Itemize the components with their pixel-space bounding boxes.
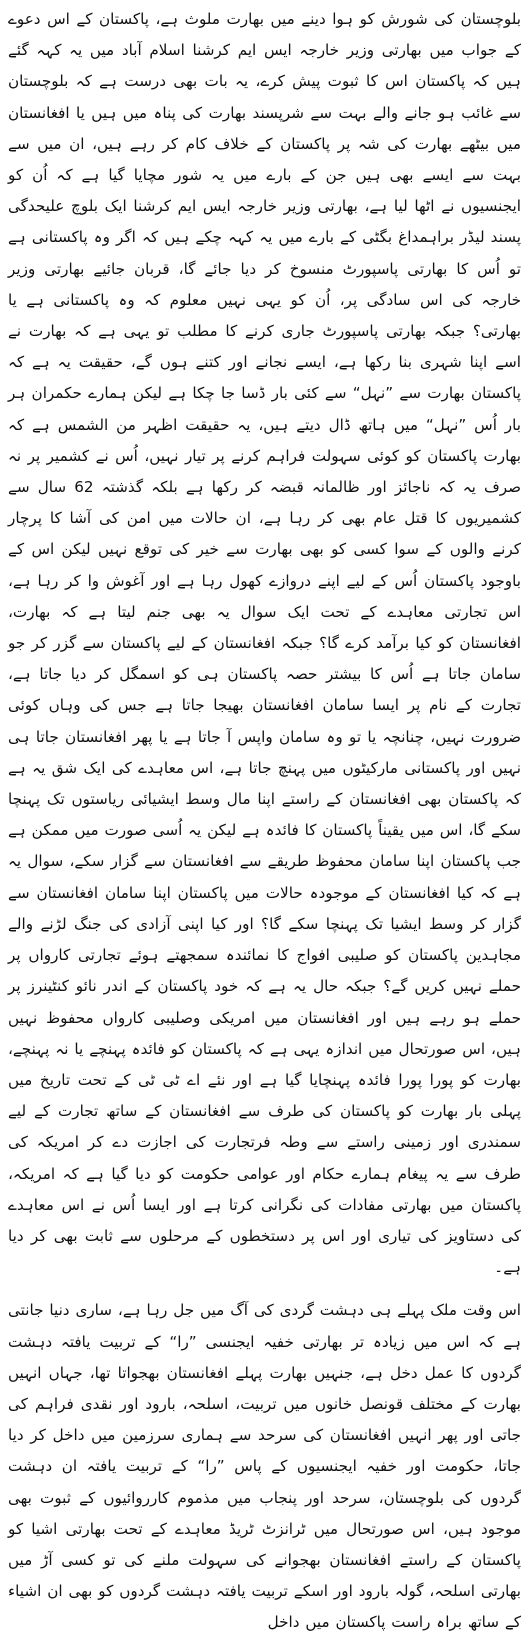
article-paragraph-2: اس وقت ملک پہلے ہی دہشت گردی کی آگ میں جل رہا ہے، ساری دنیا جانتی ہے کہ اس میں زیادہ تر بھارتی خفیہ ایجنسی ”را“ کے تربیت یافتہ دہشت گردوں کا عمل دخل ہے، جنہیں بھارت پہلے افغانستان بھجواتا تھا، جہاں انہیں بھارت کے مختلف قونصل خانوں میں تربیت، اسلحہ، بارود اور نقدی فراہم کی جاتی اور پھر انہیں افغانستان کی سرحد سے ہماری سرزمین میں داخل کر دیا جاتا، حکومت اور خفیہ ایجنسیوں کے پاس ”را“ کے تربیت یافتہ ان دہشت گردوں کی بلوچستان، سرحد اور پنجاب میں مذموم کارروائیوں کے ثبوت بھی موجود ہیں، اس صورتحال میں ٹرانزٹ ٹریڈ معاہدے کے تحت بھارتی اشیا کو پاکستان کے راستے افغانستان بھجوانے کی سہولت ملنے کی تو کسی آڑ میں بھارتی اسلحہ، گولہ بارود اور اسکے تربیت یافتہ دہشت گردوں کو بھی ان اشیاء کے ساتھ براہ راست پاکستان میں داخل — [8, 1301, 521, 1632]
article-paragraph-1: بلوچستان کی شورش کو ہوا دینے میں بھارت ملوث ہے، پاکستان کے اس دعوے کے جواب میں بھارتی وزیر خارجہ ایس ایم کرشنا اسلام آباد میں یہ کہہ گئے ہیں کہ پاکستان اس کا ثبوت پیش کرے، یہ بات بھی درست ہے کہ بلوچستان سے غائب ہو جانے والے بہت سے شرپسند بھارت کی پناہ میں ہیں یا افغانستان میں بیٹھے بھارت کی شہ پر پاکستان کے خلاف کام کر رہے ہیں، ان میں سے بہت سے ایسے بھی ہیں جن کے بارے میں یہ شور مچایا گیا ہے کہ اُن کو ایجنسیوں نے اٹھا لیا ہے، بھارتی وزیر خارجہ ایس ایم کرشنا ایک بلوچ علیحدگی پسند لیڈر براہمداغ بگٹی کے بارے میں یہ کہہ چکے ہیں کہ اگر وہ پاکستانی ہے تو اُس کا بھارتی پاسپورٹ منسوخ کر دیا جائے گا، قربان جائیے بھارتی وزیر خارجہ کی اس سادگی پر، اُن کو یہی نہیں معلوم کہ وہ پاکستانی ہے یا بھارتی؟ جبکہ بھارتی پاسپورٹ جاری کرنے کا مطلب تو یہی ہے کہ بھارت نے اسے اپنا شہری بنا رکھا ہے، ایسے نجانے اور کتنے ہوں گے، حقیقت یہ ہے کہ پاکستان بھارت سے ”نہل“ سے کئی بار ڈسا جا چکا ہے لیکن ہمارے حکمران ہر بار اُس ”نہل“ میں ہاتھ ڈال دیتے ہیں، یہ حقیقت اظہر من الشمس ہے کہ بھارت پاکستان کو کوئی سہولت فراہم کرنے پر تیار نہیں، اُس نے کشمیر پر نہ صرف یہ کہ ناجائز اور ظالمانہ قبضہ کر رکھا ہے بلکہ گذشتہ 62 سال سے کشمیریوں کا قتل عام بھی کر رہا ہے، ان حالات میں امن کی آشا کا پرچار کرنے والوں کے سوا کسی کو بھی بھارت سے خیر کی توقع نہیں لیکن اس کے باوجود پاکستان اُس کے لیے اپنے دروازے کھول رہا ہے اور آغوش وا کر رہا ہے، اس تجارتی معاہدے کے تحت ایک سوال یہ بھی جنم لیتا ہے کہ بھارت، افغانستان کو کیا برآمد کرے گا؟ جبکہ افغانستان کے لیے پاکستان سے گزر کر جو سامان جاتا ہے اُس کا بیشتر حصہ پاکستان ہی کو اسمگل کر دیا جاتا ہے، تجارت کے نام پر ایسا سامان افغانستان بھیجا جاتا ہے جس کی وہاں کوئی ضرورت نہیں، چنانچہ یا تو وہ سامان واپس آ جاتا ہے یا پھر افغانستان جاتا ہی نہیں اور پاکستانی مارکیٹوں میں پہنچ جاتا ہے، اس معاہدے کی ایک شق یہ ہے کہ پاکستان بھی افغانستان کے راستے اپنا مال وسط ایشیائی ریاستوں تک پہنچا سکے گا، اس میں یقیناً پاکستان کا فائدہ ہے لیکن یہ اُسی صورت میں ممکن ہے جب پاکستان اپنا سامان محفوظ طریقے سے افغانستان سے گزار سکے، سوال یہ ہے کہ کیا افغانستان کے موجودہ حالات میں پاکستان اپنا سامان افغانستان سے گزار کر وسط ایشیا تک پہنچا سکے گا؟ اور کیا اپنی آزادی کی جنگ لڑنے والے مجاہدین پاکستان کو صلیبی افواج کا نمائندہ سمجھتے ہوئے تجارتی کارواں پر حملے نہیں کریں گے؟ جبکہ حال یہ ہے کہ خود پاکستان کے اندر نائو کنٹینرز پر حملے ہو رہے ہیں اور افغانستان میں امریکی وصلیبی کارواں محفوظ نہیں ہیں، اس صورتحال میں اندازہ یہی ہے کہ پاکستان کو فائدہ پہنچے یا نہ پہنچے، بھارت کو پورا پورا فائدہ پہنچایا گیا ہے اور نئے اے ٹی ٹی کے تحت تاریخ میں پہلی بار بھارت کو پاکستان کی طرف سے افغانستان کے ساتھ تجارت کے لیے سمندری اور زمینی راستے سے وطہ فرتجارت کی اجازت دے کر امریکہ کی طرف سے یہ پیغام ہمارے حکام اور عوامی حکومت کو دیا گیا ہے کہ امریکہ، پاکستان میں بھارتی مفادات کی نگرانی کرتا ہے اور ایسا اُس نے اس معاہدے کی دستاویز کی تیاری اور اس پر دستخطوں کے مرحلوں سے ثابت بھی کر دیا ہے۔ — [8, 10, 521, 1277]
